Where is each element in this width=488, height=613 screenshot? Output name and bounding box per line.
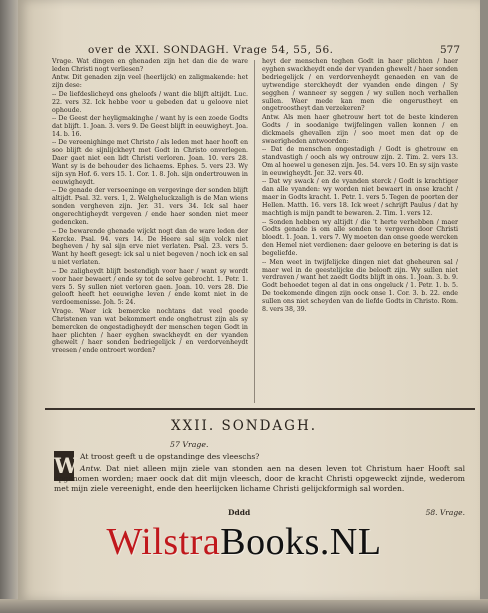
left-column <box>52 58 248 356</box>
answer-text: Dat niet alleen mijn ziele van stonden aen na desen leven tot Christum haer Hooft sal opgenomen worden; maer oock dat dit mijn vleesch, door de kracht Christi opgeweckt zijnde, wederom met mijn ziele vereenight, ende den heerlijcken lichame Christi gelijckformigh sal worden. <box>54 464 465 494</box>
signature-mark: Dddd <box>228 508 251 517</box>
right-paragraph: -- Men weet in twijfelijcke dingen niet dat gheheuren sal / maer wel in de geestelijcke die belooft zijn. Wy sullen niet verdraven / want het zaedt Godts blijft in ons. 1. Joan. 3. b. 9. Godt behoedet tegen al dat in ons ongeluck / 1. Petr. 1. b. 5. De toekomende dingen zijn oock onse 1. Cor. 3. b. 22. ende sullen ons niet scheyden van de liefde Godts in Christo. Rom. 8. vers 38, 39. <box>262 258 458 314</box>
right-paragraph: -- Dat de menschen ongestadigh / Godt is ghetrouw en standvastigh / ooch als wy ontrouw zijn. 2. Tim. 2. vers 13. Om al hoewel u genesen zijn. Jes. 54. vers 10. En sy sijn vaste in eeuwigheydt. Jer. 32. vers 40. <box>262 146 458 177</box>
left-paragraph: -- De liefdeslicheyd ons gheloofs / want die blijft altijdt. Luc. 22. vers 32. Ick hebbe voor u gebeden dat u geloove niet ophoude. <box>52 90 248 114</box>
answer-label: Antw. <box>80 464 102 473</box>
left-paragraph: -- De Geest der heyligmakinghe / want hy is een zoede Godts dat blijft. 1. Joan. 3. vers 9. De Geest blijft in eeuwigheyt. Joa. 14. b. 16. <box>52 115 248 138</box>
left-paragraph: -- De genade der versoeninge en vergevinge der sonden blijft altijdt. Psal. 32. vers. 1, 2. Welgheluckzaligh is de Man wiens sonden vergheven zijn. Jer. 31. vers 34. Ick sal haer ongerechtigheydt vergeven / ende haer sonden niet meer gedencken. <box>52 187 248 227</box>
left-paragraph: -- De bewarende ghenade wijckt nogt dan de ware leden der Kercke. Psal. 94. vers 14. De Heere sal sijn volck niet begheven / hy sal sijn erve niet verlaten. Psal. 23. vers 5. Want hy heeft gesegt: ick sal u niet begeven / noch ick en sal u niet verlaten. <box>52 227 248 267</box>
left-paragraph: Vrage. Waer ick bemercke nochtans dat veel goede Christenen van wat bekommert ende onghetrust zijn als sy bemercken de ongestadigheydt der menschen tegen Godt in haer plichten / haer eyghen swackheydt en der vyanden ghewelt / haer sonden bedriegelijck / en verdorvenheydt vreesen / ende ontroert worden? <box>52 307 248 355</box>
right-paragraph: heyt der menschen teghen Godt in haer plichten / haer eyghen swackheydt ende der vyanden ghewelt / haer sonden bedriegelijck / en verdorvenheydt genaeden en van de uytwendige sterckheydt der vyanden ende dingen / Sy segghen / wanneer sy seggen / wy sullen noch verhallen sullen. Waer mede kan men die ongerustheyt en ongetroostheyt dan verzekeren? <box>262 58 458 113</box>
running-head-title: over de XXI. SONDAGH. Vrage 54, 55, 56. <box>88 44 334 56</box>
book-bottom-edge <box>0 599 488 613</box>
section-rule <box>45 408 475 410</box>
right-column <box>262 58 458 315</box>
answer-block <box>54 464 465 495</box>
page-number: 577 <box>439 44 460 56</box>
section-heading: XXII. SONDAGH. <box>170 418 318 434</box>
catchword: 58. Vrage. <box>425 508 465 517</box>
question-text: At troost geeft u de opstandinge des vleeschs? <box>80 452 260 461</box>
left-paragraph: -- De zaligheydt blijft bestendigh voor haer / want sy wordt voor haer bewaert / ende sy tot de selve gebrocht. 1. Petr. 1. vers 5. Sy sullen niet verloren gaen. Joan. 10. vers 28. Die gelooft heeft het eeuwighe leven / ende komt niet in de verdoemenisse. Joh. 5: 24. <box>52 267 248 307</box>
watermark-part1: Wilstra <box>106 521 221 563</box>
column-divider <box>254 60 255 403</box>
watermark <box>0 520 488 564</box>
question-label: 57 Vrage. <box>170 440 209 449</box>
left-paragraph: -- De vereenighinge met Christo / als leden met haer hooft en soo blijft de sijnlijckheyt met Godt in Christo onverlegen. Daer gaet niet een lidt Christi verloren. Joan. 10. vers 28. Want sy is de behouder des lichaems. Ephes. 5. vers 23. Wy sijn syn Hof. 6. vers 15. 1. Cor. 1. 8. Joh. sijn ondertrouwen in eeuwigheydt. <box>52 139 248 186</box>
watermark-part2: Books.NL <box>220 521 382 563</box>
right-paragraph: Antw. Als men haer ghetrouw hert tot de beste kinderen Godts / in soodanige twijfelingen vallen konnen / en dickmaels ghevallen zijn / soo moet men dat op de swaerigheden antwoorden: <box>262 113 458 145</box>
left-paragraph: Vrage. Wat dingen en ghenaden zijn het dan die de ware leden Christi nogt verliesen? <box>52 58 248 73</box>
right-paragraph: -- Sonden hebben wy altijdt / die 't herte verhebben / maer Godts genade is om alle sonden te vergeven door Christi bloedt. 1. Joan. 1. vers 7. Wy moeten dan onse goede wercken den Hemel niet verdienen: daer geloove en betering is dat is begeliefde. <box>262 218 458 258</box>
left-paragraph: Antw. Dit genaden zijn veel (heerlijck) en zaligmakende: het zijn dese: <box>52 74 248 90</box>
catchline <box>52 508 465 518</box>
right-paragraph: -- Dat wy swack / en de vyanden sterck / Godt is krachtiger dan alle vyanden: wy worden niet bewaert in onse kracht / maer in Godts kracht. 1. Petr. 1. vers 5. Tegen de poorten der Hellen. Matth. 16. vers 18. Ick weet / schrijft Paulus / dat hy machtigh is mijn pandt te bewaren. 2. Tim. 1. vers 12. <box>262 178 458 217</box>
drop-cap-initial: W <box>54 451 74 481</box>
